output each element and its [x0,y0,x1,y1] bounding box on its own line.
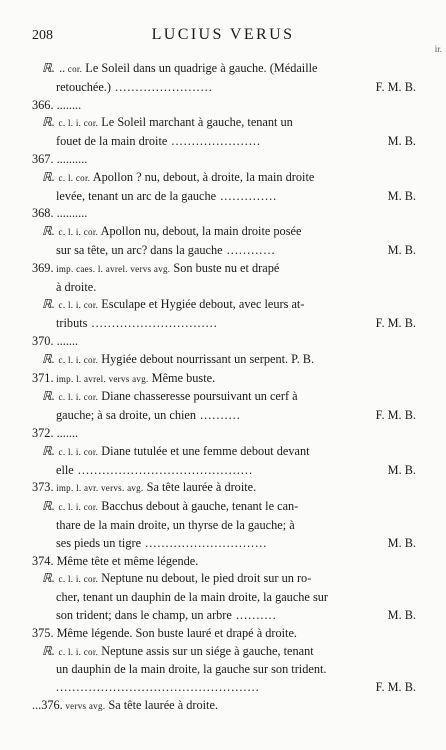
description-text: son trident; dans le champ, un arbre [56,607,232,622]
catalogue-line [32,679,416,697]
description-text: 372. ....... [32,425,79,440]
description-text: Sa tête laurée à droite. [143,480,257,495]
catalogue-line [32,607,416,625]
description-text: 367. .......... [32,151,88,166]
legend-text: c. l. i. cor. [56,502,99,513]
entry-number: 376. [41,697,63,712]
description-text: Le Soleil dans un quadrige à gauche. (Médaille [82,61,318,75]
catalogue-line [32,553,416,571]
legend-text: c. l. i. cor. [56,646,99,657]
catalogue-line [32,296,416,315]
description-text: Même buste. [148,370,216,385]
reverse-symbol: ℝ. [42,443,55,458]
description-text: elle [56,462,74,477]
collection-code: M. B. [387,134,416,149]
description-text: Son buste nu et drapé [170,260,280,275]
description-text: 366. ........ [32,97,82,112]
description-text: Le Soleil marchant à gauche, tenant un [98,115,293,130]
description-text: Neptune assis sur un siége à gauche, tenant [98,643,314,658]
legend-text: c. l. cor. [56,172,91,183]
catalogue-line [32,133,416,151]
catalogue-line [32,388,416,407]
legend-text: c. l. i. cor. [56,446,99,457]
dot-leader: .............. [216,188,278,203]
legend-text: c. l. i. cor. [56,354,99,365]
description-text: sur sa tête, un arc? dans la gauche [56,242,223,257]
reverse-symbol: ℝ. [42,297,55,312]
catalogue-line [32,351,416,370]
dot-leader: ........................ [110,79,213,94]
legend-text: c. l. i. cor. [56,300,99,311]
description-text: Apollon nu, debout, la main droite posée [98,224,302,239]
entry-number: 369. [32,260,54,275]
catalogue-line [32,79,416,97]
entry-number: 373. [32,480,54,495]
page-header [0,26,446,54]
catalogue-line [32,223,416,242]
catalogue-line [32,205,416,223]
catalogue-line [32,333,416,351]
catalogue-line [32,114,416,133]
description-text: un dauphin de la main droite, la gauche sur son trident. [56,662,327,677]
collection-code: M. B. [387,607,416,622]
reverse-symbol: ℝ. [42,499,55,514]
description-text: Diane chasseresse poursuivant un cerf à [98,389,298,404]
description-text: gauche; à sa droite, un chien [56,408,196,423]
catalogue-line [32,661,416,679]
description-text: ses pieds un tigre [56,535,142,550]
catalogue-line [32,479,416,498]
catalogue-line [32,697,416,716]
description-text: Neptune nu debout, le pied droit sur un ro- [98,571,312,586]
catalogue-line [32,60,416,79]
description-text: à droite. [56,279,97,294]
margin-mark: ir. [434,44,442,54]
page-number: 208 [32,28,53,43]
running-title: LUCIUS VERUS [151,26,295,43]
legend-prefix: .. [56,61,66,75]
dot-leader: .............................. [141,535,268,550]
catalogue-line [32,169,416,188]
reverse-symbol: ℝ. [42,571,55,586]
dot-leader: ............ [222,242,276,257]
dot-leader: .................................................. [56,680,260,695]
description-text: tributs [56,316,88,331]
legend-text: imp. caes. l. avrel. vervs avg. [53,263,171,274]
collection-code: F. M. B. [375,408,416,423]
description-text: fouet de la main droite [56,134,168,149]
collection-code: M. B. [387,242,416,257]
legend-text: imp. l. avr. vervs. avg. [53,483,144,494]
catalogue-line [32,97,416,115]
description-text: retouchée.) [56,79,111,94]
collection-code: M. B. [387,188,416,203]
description-text: thare de la main droite, un thyrse de la gauche; à [56,517,295,532]
catalogue-line [32,443,416,462]
legend-text: c. l. i. cor. [56,392,99,403]
description-text: 375. Même légende. Son buste lauré et drapé à droite. [32,625,297,640]
description-text: 374. Même tête et même légende. [32,553,199,568]
catalogue-line [32,315,416,333]
description-text: 368. .......... [32,206,88,221]
description-text: Hygiée debout nourrissant un serpent. P. B. [98,351,315,366]
legend-text: c. l. i. cor. [56,118,99,129]
collection-code: M. B. [387,462,416,477]
description-text: cher, tenant un dauphin de la main droite, la gauche sur [56,590,328,605]
description-text: 370. ....... [32,333,79,348]
description-text: Apollon ? nu, debout, à droite, la main droite [90,169,315,184]
catalogue-line [32,407,416,425]
catalogue-line [32,242,416,260]
description-text: Bacchus debout à gauche, tenant le can- [98,499,299,514]
catalogue-line [32,570,416,589]
collection-code: F. M. B. [375,680,416,695]
catalogue-line [32,151,416,169]
legend-text: c. l. i. cor. [56,574,99,585]
catalogue-body [32,60,416,716]
catalogue-line [32,462,416,480]
catalogue-line [32,535,416,553]
description-text: Sa tête laurée à droite. [105,697,218,712]
catalogue-line [32,517,416,535]
legend-text: vervs avg. [62,700,106,711]
legend-text: imp. l. avrel. vervs avg. [53,373,149,384]
reverse-symbol: ℝ. [42,351,55,366]
dot-leader: ............................... [87,316,218,331]
description-text: levée, tenant un arc de la gauche [56,188,217,203]
dot-leader: .......... [231,607,277,622]
catalogue-line [32,625,416,643]
catalogue-line [32,370,416,389]
catalogue-line [32,643,416,662]
dot-leader: ...................... [167,134,262,149]
legend-prefix: ... [32,697,42,712]
catalogue-line [32,498,416,517]
description-text: Esculape et Hygiée debout, avec leurs at- [98,297,305,312]
collection-code: M. B. [387,535,416,550]
catalogue-line [32,425,416,443]
entry-number: 371. [32,370,54,385]
reverse-symbol: ℝ. [42,169,55,184]
dot-leader: ........................................... [73,462,254,477]
reverse-symbol: ℝ. [42,643,55,658]
collection-code: F. M. B. [375,316,416,331]
dot-leader: .......... [196,408,241,423]
reverse-symbol: ℝ. [42,389,55,404]
reverse-symbol: ℝ. [42,115,55,130]
description-text: Diane tutulée et une femme debout devant [98,443,310,458]
legend-text: c. l. i. cor. [56,227,99,238]
legend-text: cor. [65,64,83,74]
collection-code: F. M. B. [375,79,416,94]
reverse-symbol: ℝ. [42,224,55,239]
catalogue-line [32,188,416,206]
reverse-symbol: ℝ. [42,61,55,75]
catalogue-line [32,279,416,297]
catalogue-line [32,589,416,607]
catalogue-line [32,260,416,279]
